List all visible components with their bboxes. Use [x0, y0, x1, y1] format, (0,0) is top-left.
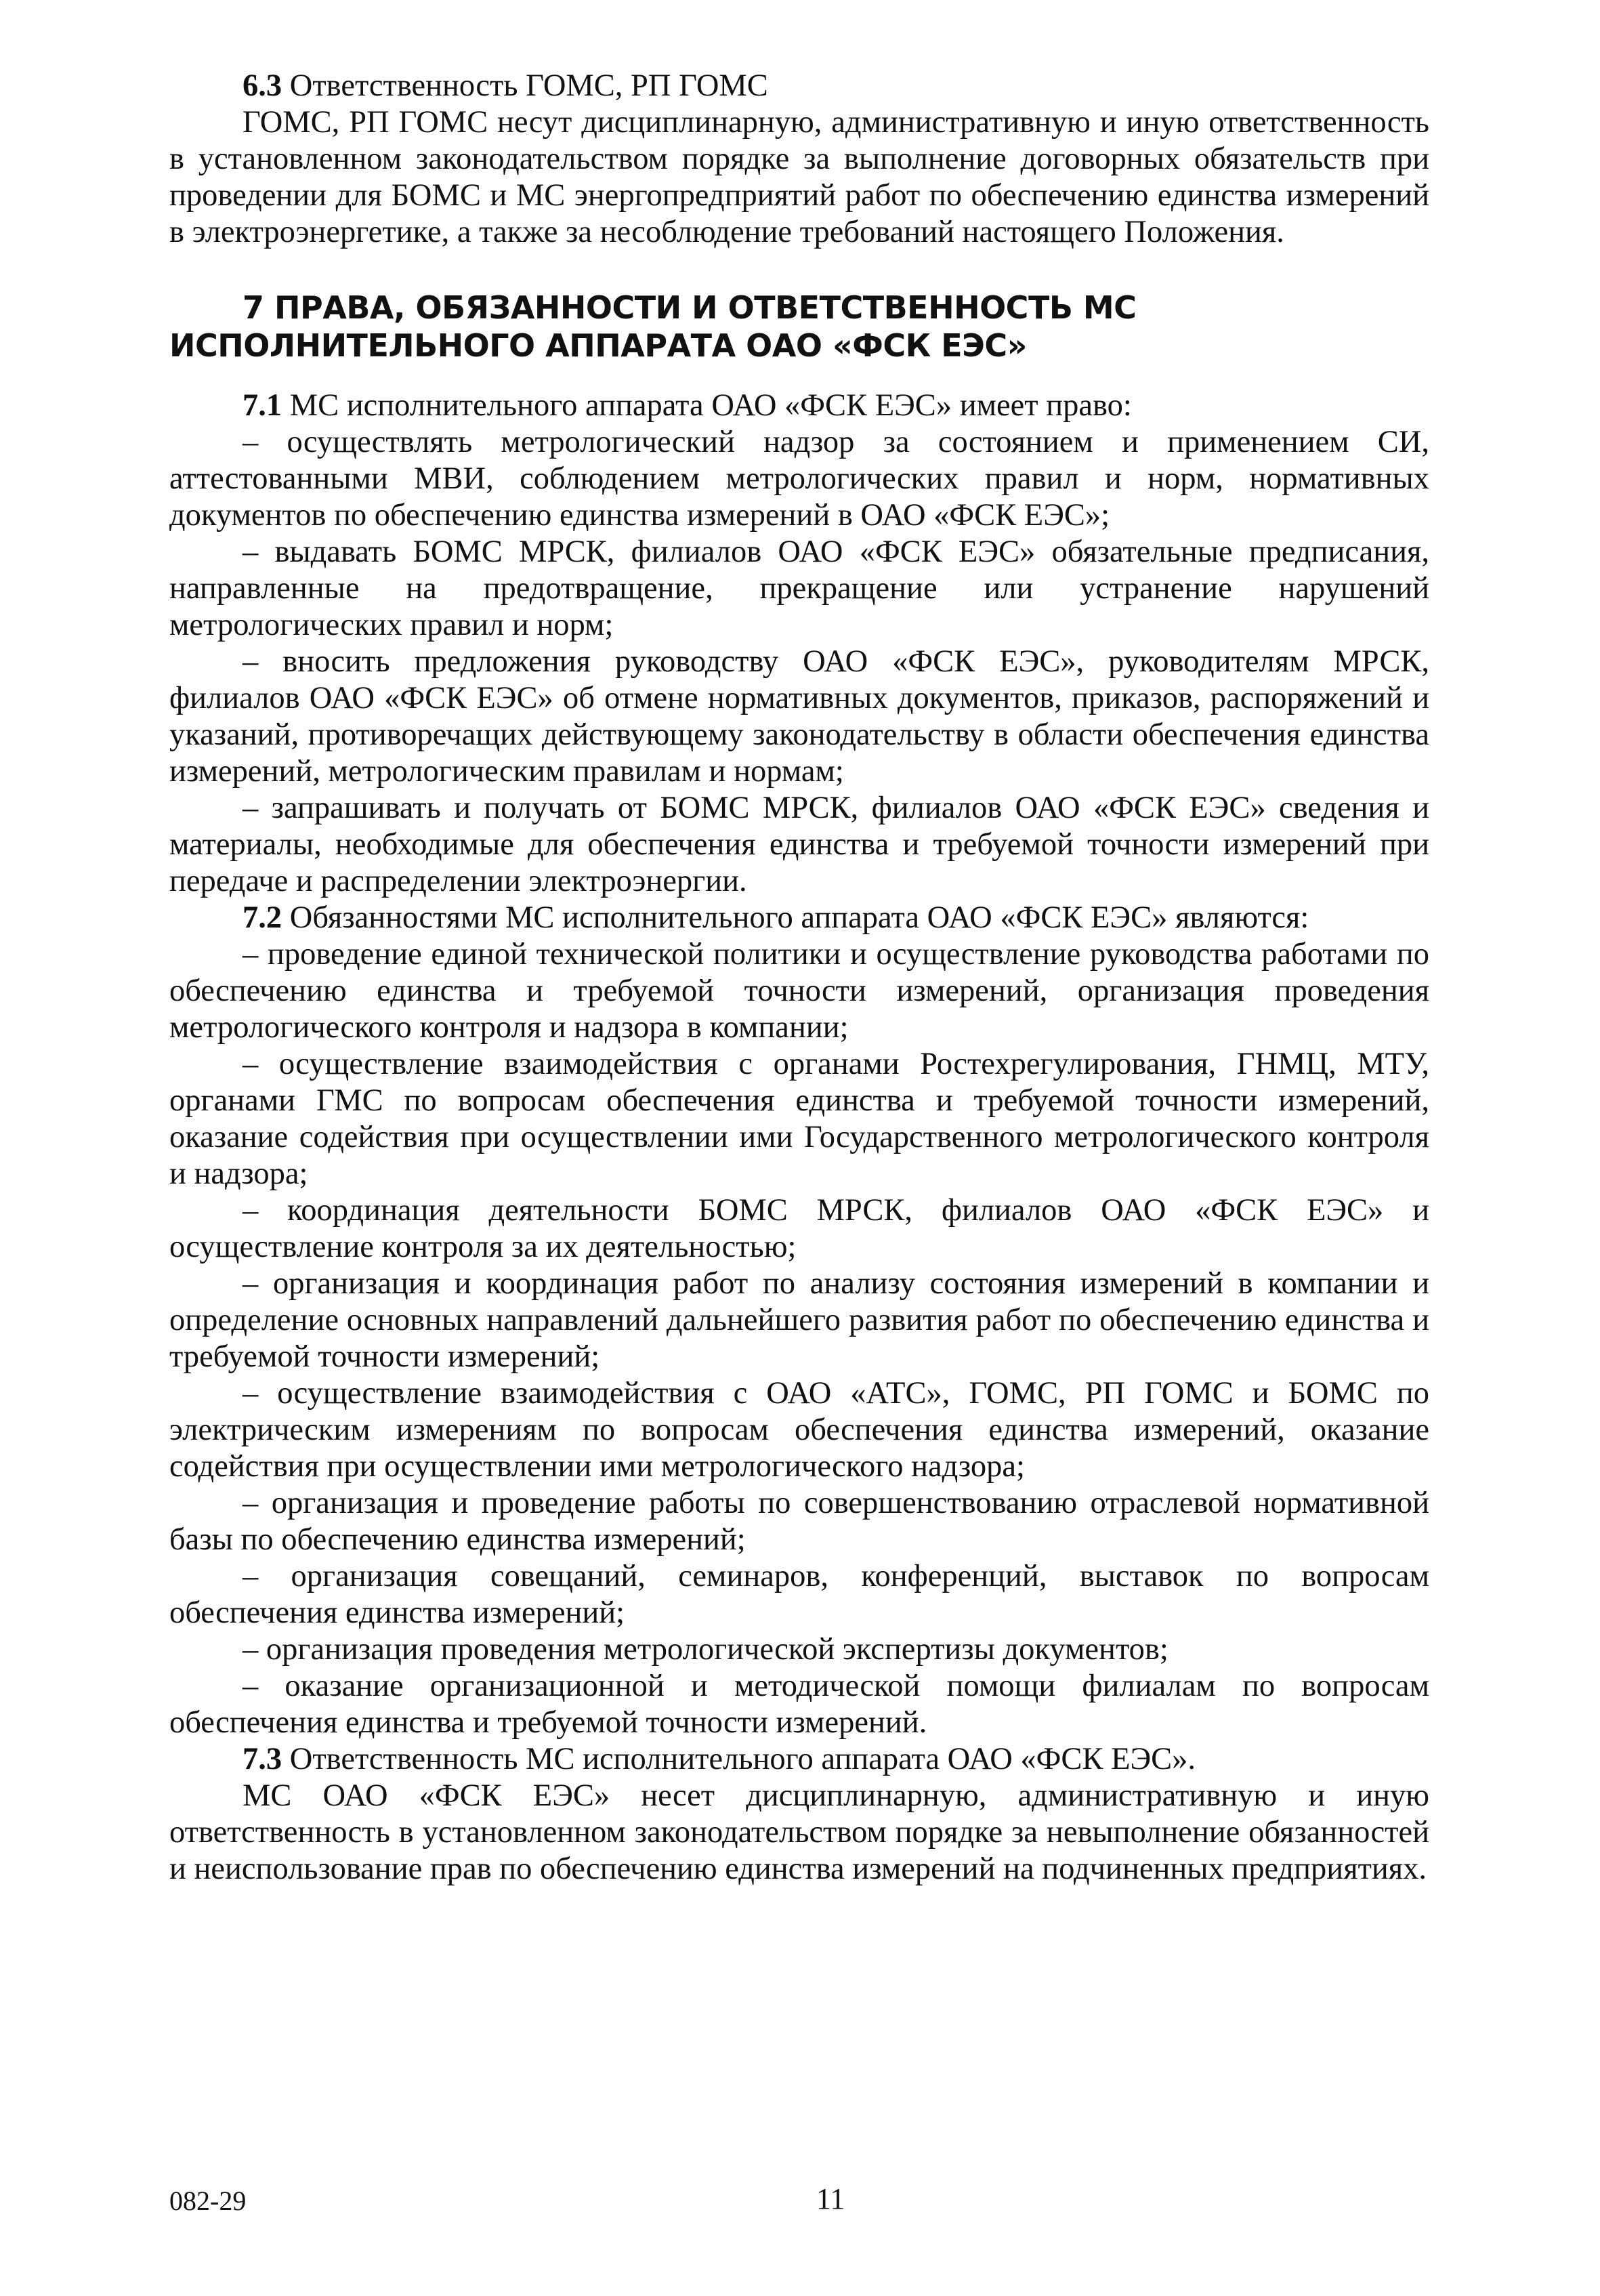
section-number: 6.3: [243, 68, 282, 103]
list-item: – оказание организационной и методической помощи филиалам по вопросам обеспечения единства и требуемой точности измерений.: [169, 1669, 1429, 1740]
list-item: – организация проведения метрологической экспертизы документов;: [243, 1632, 1169, 1667]
section-7-3-title: [169, 1741, 1429, 1778]
page-number: 11: [816, 2182, 845, 2215]
section-7-1-title: [169, 388, 1429, 424]
section-number: 7.3: [243, 1742, 282, 1776]
section-7-2-title: [169, 900, 1429, 936]
section-title-text: Ответственность ГОМС, РП ГОМС: [282, 68, 768, 103]
document-code: 082-29: [169, 2186, 247, 2216]
section-6-3-text: ГОМС, РП ГОМС несут дисциплинарную, административную и иную ответственность в установленном законодательством порядке за выполнение договорных обязательств при проведении для БОМС и МС энергопредприятий работ по обеспечению единства измерений в электроэнергетике, а также за несоблюдение требований настоящего Положения.: [169, 105, 1429, 249]
section-7-heading: 7 ПРАВА, ОБЯЗАННОСТИ И ОТВЕТСТВЕННОСТЬ МС ИСПОЛНИТЕЛЬНОГО АППАРАТА ОАО «ФСК ЕЭС»: [169, 289, 1137, 364]
section-7-3-text: МС ОАО «ФСК ЕЭС» несет дисциплинарную, административную и иную ответственность в установленном законодательством порядке за невыполнение обязанностей и неиспользование прав по обеспечению единства измерений на подчиненных предприятиях.: [169, 1778, 1429, 1886]
list-item: – организация и координация работ по анализу состояния измерений в компании и определение основных направлений дальнейшего развития работ по обеспечению единства и требуемой точности измерений;: [169, 1266, 1429, 1374]
section-number: 7.2: [243, 900, 282, 935]
document-page: [169, 68, 1429, 1887]
list-item: – выдавать БОМС МРСК, филиалов ОАО «ФСК ЕЭС» обязательные предписания, направленные на предотвращение, прекращение или устранение нарушений метрологических правил и норм;: [169, 535, 1429, 642]
list-item: – осуществление взаимодействия с ОАО «АТС», ГОМС, РП ГОМС и БОМС по электрическим измерениям по вопросам обеспечения единства измерений, оказание содействия при осуществлении ими метрологического надзора;: [169, 1376, 1429, 1484]
section-number: 7.1: [243, 388, 282, 423]
list-item: – вносить предложения руководству ОАО «ФСК ЕЭС», руководителям МРСК, филиалов ОАО «ФСК ЕЭС» об отмене нормативных документов, приказов, распоряжений и указаний, противоречащих действующему законодательству в области обеспечения единства измерений, метрологическим правилам и нормам;: [169, 644, 1429, 789]
list-item: – осуществлять метрологический надзор за состоянием и применением СИ, аттестованными МВИ, соблюдением метрологических правил и норм, нормативных документов по обеспечению единства измерений в ОАО «ФСК ЕЭС»;: [169, 425, 1429, 533]
list-item: – осуществление взаимодействия с органами Ростехрегулирования, ГНМЦ, МТУ, органами ГМС по вопросам обеспечения единства и требуемой точности измерений, оказание содействия при осуществлении ими Государственного метрологического контроля и надзора;: [169, 1047, 1429, 1191]
section-title-text: МС исполнительного аппарата ОАО «ФСК ЕЭС» имеет право:: [282, 388, 1132, 423]
list-item: – координация деятельности БОМС МРСК, филиалов ОАО «ФСК ЕЭС» и осуществление контроля за их деятельностью;: [169, 1193, 1429, 1264]
list-item: – проведение единой технической политики и осуществление руководства работами по обеспечению единства и требуемой точности измерений, организация проведения метрологического контроля и надзора в компании;: [169, 937, 1429, 1045]
section-title-text: Обязанностями МС исполнительного аппарата ОАО «ФСК ЕЭС» являются:: [282, 900, 1309, 935]
section-title-text: Ответственность МС исполнительного аппарата ОАО «ФСК ЕЭС».: [282, 1742, 1196, 1776]
list-item: – организация совещаний, семинаров, конференций, выставок по вопросам обеспечения единства измерений;: [169, 1559, 1429, 1630]
list-item: – организация и проведение работы по совершенствованию отраслевой нормативной базы по обеспечению единства измерений;: [169, 1486, 1429, 1557]
list-item: – запрашивать и получать от БОМС МРСК, филиалов ОАО «ФСК ЕЭС» сведения и материалы, необходимые для обеспечения единства и требуемой точности измерений при передаче и распределении электроэнергии.: [169, 791, 1429, 898]
section-6-3-title: [169, 68, 1429, 104]
